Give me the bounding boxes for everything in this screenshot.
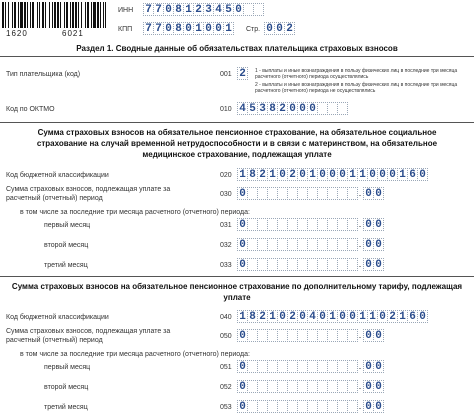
- block1-kbk-code: 020: [220, 172, 232, 179]
- oktmo-cell: [337, 102, 348, 115]
- payer-type-desc-1: 1 - выплаты и иные вознаграждения в пользу физических лиц в последние три месяца расчетного (отчетного) периода осуществлялись: [255, 68, 458, 80]
- block2-month-decimal-point: .: [358, 361, 362, 371]
- oktmo-cell: 0: [287, 102, 298, 115]
- block2-month-int-cell: 0: [237, 360, 248, 373]
- kbk-cell: 0: [297, 168, 308, 181]
- block2-month-decimal-point: .: [358, 381, 362, 391]
- page-cell: 0: [264, 22, 275, 35]
- kbk-cell: 6: [407, 168, 418, 181]
- block2-month-int-cell: 0: [237, 380, 248, 393]
- kbk-cell: 1: [267, 168, 278, 181]
- kbk-cell: 0: [417, 168, 428, 181]
- block2-kbk-field[interactable]: [237, 310, 427, 323]
- kbk-cell: 0: [417, 310, 428, 323]
- block2-month-decimal-point: .: [358, 401, 362, 411]
- block1-title-1: Сумма страховых взносов на обязательное пенсионное страхование, на обязательное социальное: [37, 128, 437, 137]
- inn-cell: 7: [143, 3, 154, 16]
- block2-sum-label-2: расчетный (отчетный) период: [6, 337, 103, 344]
- block1-month-dec-cell: 0: [363, 258, 374, 271]
- block2-month-label: второй месяц: [44, 384, 89, 391]
- oktmo-cell: 3: [257, 102, 268, 115]
- block1-month-int-cell: 0: [237, 238, 248, 251]
- page-cell: 2: [284, 22, 295, 35]
- block2-sum-field[interactable]: [237, 329, 383, 342]
- payer-type-code: 001: [220, 71, 232, 78]
- kbk-cell: 1: [327, 310, 338, 323]
- block1-kbk-label: Код бюджетной классификации: [6, 172, 109, 179]
- block1-month-dec-cell: 0: [363, 218, 374, 231]
- kbk-cell: 8: [247, 310, 258, 323]
- oktmo-cell: 0: [307, 102, 318, 115]
- inn-cell: 3: [203, 3, 214, 16]
- kpp-cell: 0: [213, 22, 224, 35]
- kbk-cell: 1: [267, 310, 278, 323]
- block1-month-decimal-point: .: [358, 219, 362, 229]
- kbk-cell: 1: [367, 310, 378, 323]
- kbk-cell: 1: [237, 168, 248, 181]
- inn-cell: 4: [213, 3, 224, 16]
- kpp-label: КПП: [118, 26, 133, 33]
- kbk-cell: 2: [257, 168, 268, 181]
- block2-sum-dec-cell: 0: [373, 329, 384, 342]
- inn-cell: 7: [153, 3, 164, 16]
- block2-title-2: уплате: [223, 293, 251, 302]
- block1-kbk-field[interactable]: [237, 168, 427, 181]
- block1-month-code: 031: [220, 222, 232, 229]
- block2-month-code: 052: [220, 384, 232, 391]
- block1-sum-dec-cell: 0: [363, 187, 374, 200]
- block1-month-dec-cell: 0: [373, 238, 384, 251]
- kbk-cell: 1: [397, 168, 408, 181]
- block1-title-2: страхование на случай временной нетрудоспособности и в связи с материнством, на обязательное: [36, 139, 438, 148]
- block1-sum-decimal-point: .: [358, 188, 362, 198]
- barcode-digits-left: 1620: [6, 29, 28, 38]
- block1-sum-code: 030: [220, 191, 232, 198]
- kpp-cell: 1: [223, 22, 234, 35]
- block2-including-label: в том числе за последние три месяца расчетного (отчетного) периода:: [20, 351, 250, 358]
- block1-sum-label-1: Сумма страховых взносов, подлежащая уплате за: [6, 186, 171, 193]
- block2-month-dec-cell: 0: [373, 380, 384, 393]
- block2-month-dec-cell: 0: [373, 400, 384, 413]
- kbk-cell: 0: [317, 168, 328, 181]
- oktmo-cell: 2: [277, 102, 288, 115]
- divider: [0, 276, 474, 277]
- block2-sum-decimal-point: .: [358, 330, 362, 340]
- block1-month-label: третий месяц: [44, 262, 88, 269]
- block2-month-label: третий месяц: [44, 404, 88, 411]
- oktmo-cell: 5: [247, 102, 258, 115]
- block1-month-decimal-point: .: [358, 259, 362, 269]
- block2-kbk-code: 040: [220, 314, 232, 321]
- block2-month-field[interactable]: [237, 400, 383, 413]
- inn-cell: 0: [163, 3, 174, 16]
- kbk-cell: 2: [257, 310, 268, 323]
- kbk-cell: 2: [287, 310, 298, 323]
- block2-month-dec-cell: 0: [363, 400, 374, 413]
- inn-cell: 0: [233, 3, 244, 16]
- block1-month-label: первый месяц: [44, 222, 91, 229]
- oktmo-field[interactable]: [237, 102, 347, 115]
- oktmo-cell: 4: [237, 102, 248, 115]
- block2-month-code: 053: [220, 404, 232, 411]
- payer-type-field[interactable]: [237, 67, 247, 80]
- inn-cell: 5: [223, 3, 234, 16]
- kpp-cell: 0: [203, 22, 214, 35]
- kbk-cell: 1: [397, 310, 408, 323]
- kbk-cell: 1: [347, 168, 358, 181]
- block2-month-int-cell: 0: [237, 400, 248, 413]
- divider: [0, 122, 474, 123]
- kbk-cell: 4: [307, 310, 318, 323]
- kbk-cell: 0: [327, 168, 338, 181]
- payer-type-desc-2: 2 - выплаты и иные вознаграждения в пользу физических лиц в последние три месяца расчетного (отчетного) периода не осуществлялись: [255, 82, 458, 94]
- kbk-cell: 6: [407, 310, 418, 323]
- block1-sum-label-2: расчетный (отчетный) период: [6, 195, 103, 202]
- block1-month-label: второй месяц: [44, 242, 89, 249]
- kpp-cell: 0: [183, 22, 194, 35]
- inn-cell: [253, 3, 264, 16]
- block2-month-field[interactable]: [237, 380, 383, 393]
- block2-month-dec-cell: 0: [373, 360, 384, 373]
- block2-sum-code: 050: [220, 333, 232, 340]
- oktmo-cell: 0: [297, 102, 308, 115]
- block1-month-code: 032: [220, 242, 232, 249]
- block1-month-code: 033: [220, 262, 232, 269]
- kbk-cell: 0: [377, 168, 388, 181]
- block1-month-dec-cell: 0: [373, 218, 384, 231]
- block1-month-dec-cell: 0: [363, 238, 374, 251]
- page-label: Стр.: [246, 26, 261, 33]
- inn-cell: 1: [183, 3, 194, 16]
- kbk-cell: 1: [357, 168, 368, 181]
- block1-including-label: в том числе за последние три месяца расчетного (отчетного) периода:: [20, 209, 250, 216]
- block2-month-code: 051: [220, 364, 232, 371]
- block1-month-dec-cell: 0: [373, 258, 384, 271]
- kbk-cell: 8: [247, 168, 258, 181]
- block1-sum-dec-cell: 0: [373, 187, 384, 200]
- payer-type-label: Тип плательщика (код): [6, 71, 81, 78]
- block2-month-dec-cell: 0: [363, 380, 374, 393]
- kpp-cell: 1: [193, 22, 204, 35]
- kbk-cell: 0: [367, 168, 378, 181]
- kpp-cell: 0: [163, 22, 174, 35]
- block1-title-3: медицинское страхование, подлежащая уплате: [142, 150, 332, 159]
- block2-title-1: Сумма страховых взносов на обязательное пенсионное страхование по дополнительному тарифу, подлежащая: [11, 282, 463, 291]
- oktmo-cell: 8: [267, 102, 278, 115]
- oktmo-code: 010: [220, 106, 232, 113]
- kbk-cell: 0: [387, 168, 398, 181]
- inn-label: ИНН: [118, 7, 134, 14]
- kbk-cell: 1: [357, 310, 368, 323]
- block1-month-field[interactable]: [237, 258, 383, 271]
- oktmo-label: Код по ОКТМО: [6, 106, 55, 113]
- section-title: Раздел 1. Сводные данные об обязательствах плательщика страховых взносов: [76, 44, 398, 53]
- inn-field[interactable]: [143, 3, 263, 16]
- payer-type-cell: 2: [237, 67, 248, 80]
- block1-month-field[interactable]: [237, 238, 383, 251]
- block1-sum-int-cell: 0: [237, 187, 248, 200]
- kbk-cell: 0: [377, 310, 388, 323]
- kbk-cell: 0: [277, 310, 288, 323]
- kbk-cell: 0: [337, 310, 348, 323]
- block2-month-field[interactable]: [237, 360, 383, 373]
- block2-month-dec-cell: 0: [363, 360, 374, 373]
- block1-month-decimal-point: .: [358, 239, 362, 249]
- block2-sum-int-cell: 0: [237, 329, 248, 342]
- block2-sum-dec-cell: 0: [363, 329, 374, 342]
- kbk-cell: 0: [337, 168, 348, 181]
- kbk-cell: 2: [287, 168, 298, 181]
- kbk-cell: 0: [277, 168, 288, 181]
- kbk-cell: 1: [237, 310, 248, 323]
- block1-month-int-cell: 0: [237, 218, 248, 231]
- kbk-cell: 0: [317, 310, 328, 323]
- kpp-field[interactable]: [143, 22, 233, 35]
- inn-cell: 8: [173, 3, 184, 16]
- kbk-cell: 0: [297, 310, 308, 323]
- barcode-image: [2, 2, 106, 28]
- kpp-cell: 7: [143, 22, 154, 35]
- kpp-cell: 7: [153, 22, 164, 35]
- page-cell: 0: [274, 22, 285, 35]
- kpp-cell: 8: [173, 22, 184, 35]
- block1-month-int-cell: 0: [237, 258, 248, 271]
- block2-sum-label-1: Сумма страховых взносов, подлежащая уплате за: [6, 328, 171, 335]
- block1-month-field[interactable]: [237, 218, 383, 231]
- kbk-cell: 0: [347, 310, 358, 323]
- barcode-digits-right: 6021: [62, 29, 84, 38]
- divider: [0, 56, 474, 57]
- kbk-cell: 2: [387, 310, 398, 323]
- inn-cell: 2: [193, 3, 204, 16]
- block2-month-label: первый месяц: [44, 364, 91, 371]
- kbk-cell: 1: [307, 168, 318, 181]
- block1-sum-field[interactable]: [237, 187, 383, 200]
- block2-kbk-label: Код бюджетной классификации: [6, 314, 109, 321]
- page-field[interactable]: [264, 22, 294, 35]
